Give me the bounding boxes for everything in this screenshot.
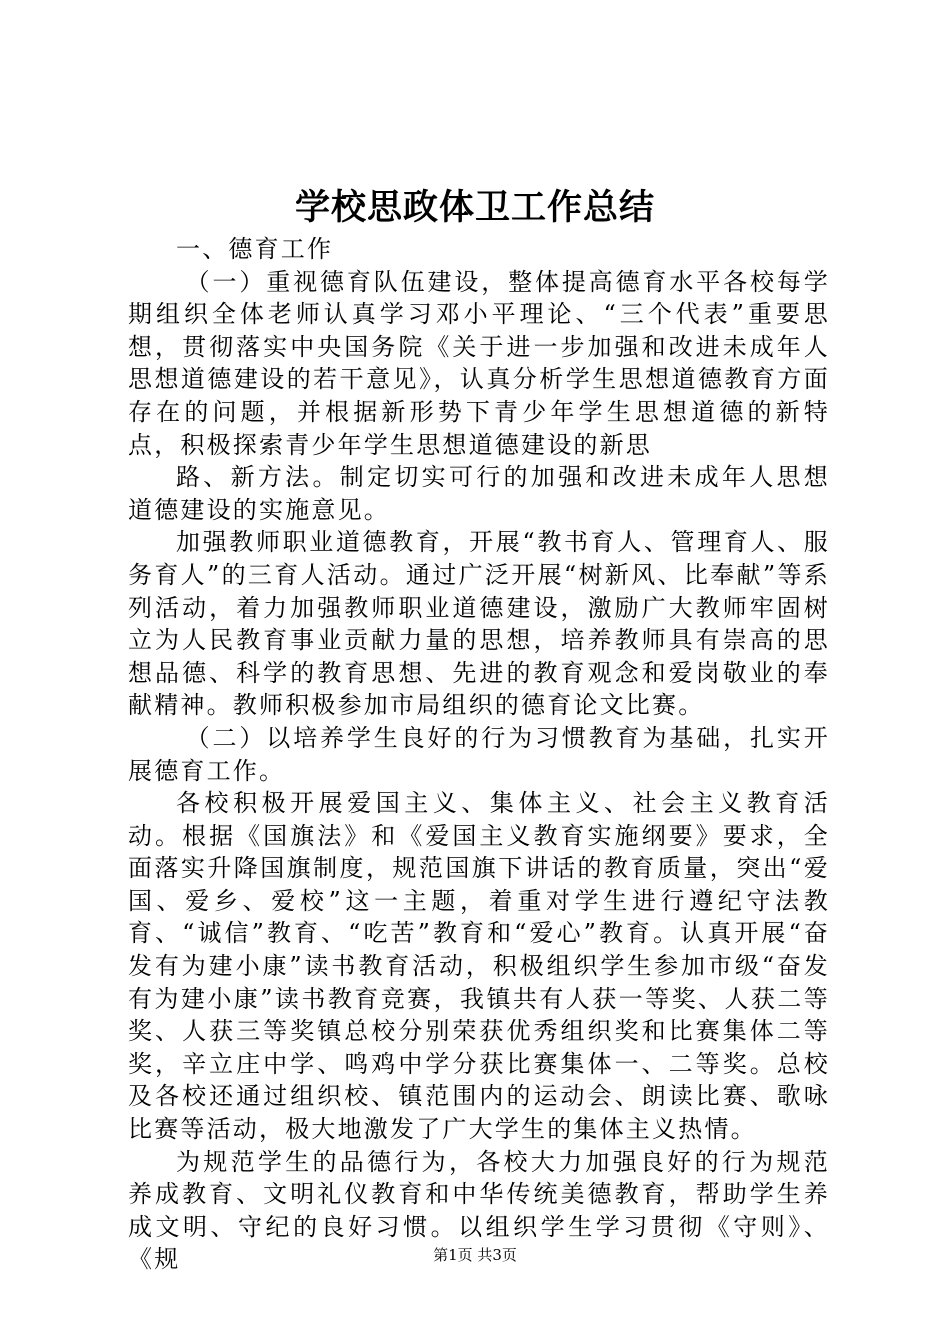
paragraph-new-methods: 路、新方法。制定切实可行的加强和改进未成年人思想道德建设的实施意见。 [128, 463, 830, 524]
section-heading-moral-education: 一、德育工作 [176, 235, 334, 263]
paragraph-conduct-norms: 为规范学生的品德行为，各校大力加强良好的行为规范养成教育、文明礼仪教育和中华传统美德教育，帮助学生养成文明、守纪的良好习惯。以组织学生学习贯彻《守则》、《规 [128, 1147, 830, 1274]
document-body [128, 233, 830, 1276]
document-title: 学校思政体卫工作总结 [294, 187, 655, 228]
paragraph-team-building: （一）重视德育队伍建设，整体提高德育水平各校每学期组织全体老师认真学习邓小平理论、“三个代表”重要思想，贯彻落实中央国务院《关于进一步加强和改进未成年人思想道德建设的若干意见》，认真分析学生思想道德教育方面存在的问题，并根据新形势下青少年学生思想道德的新特点，积极探索青少年学生思想道德建设的新思 [128, 267, 830, 459]
page-number-footer: 第1页 共3页 [433, 1246, 517, 1264]
paragraph-patriotic-education: 各校积极开展爱国主义、集体主义、社会主义教育活动。根据《国旗法》和《爱国主义教育实施纲要》要求，全面落实升降国旗制度，规范国旗下讲话的教育质量，突出“爱国、爱乡、爱校”这一主题，着重对学生进行遵纪守法教育、“诚信”教育、“吃苦”教育和“爱心”教育。认真开展“奋发有为建小康”读书教育活动，积极组织学生参加市级“奋发有为建小康”读书教育竞赛，我镇共有人获一等奖、人获二等奖、人获三等奖镇总校分别荣获优秀组织奖和比赛集体二等奖，辛立庄中学、鸣鸡中学分获比赛集体一、二等奖。总校及各校还通过组织校、镇范围内的运动会、朗读比赛、歌咏比赛等活动，极大地激发了广大学生的集体主义热情。 [128, 789, 830, 1144]
paragraph-teacher-ethics: 加强教师职业道德教育，开展“教书育人、管理育人、服务育人”的三育人活动。通过广泛开展“树新风、比奉献”等系列活动，着力加强教师职业道德建设，激励广大教师牢固树立为人民教育事业贡献力量的思想，培养教师具有崇高的思想品德、科学的教育思想、先进的教育观念和爱岗敬业的奉献精神。教师积极参加市局组织的德育论文比赛。 [128, 528, 830, 720]
paragraph-behavior-habits: （二）以培养学生良好的行为习惯教育为基础，扎实开展德育工作。 [128, 723, 830, 785]
